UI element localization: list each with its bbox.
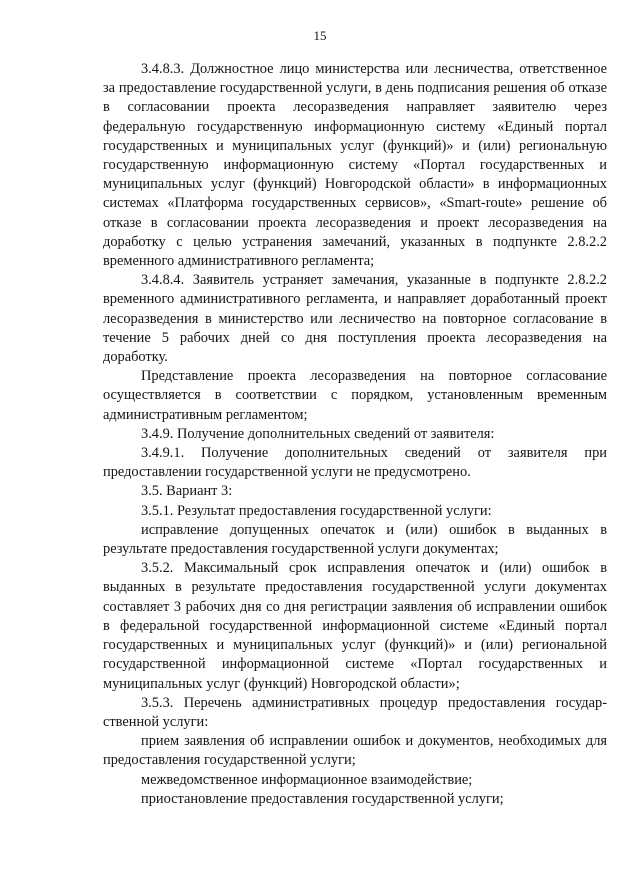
paragraph-3-5-2: 3.5.2. Максимальный срок исправления опечаток и (или) ошибок в выданных в результате предоставления государственной услуги документах составляет 3 рабочих дня со дня регистрации заявления об исправлении ошибок в федеральной государственной информационной системе «Единый портал государственных и муниципальных услуг (функций)» и (или) региональной государственной информационной системе «Портал государственных и муниципальных услуг (функций) Новгородской области»; — [103, 560, 607, 692]
paragraph-3-4-8-4: 3.4.8.4. Заявитель устраняет замечания, указанные в подпункте 2.8.2.2 временного административного регламента, и направляет доработанный проект лесоразведения в министерство или лесничество на повторное согласование в течение 5 рабочих дней со дня поступления проекта лесоразведения на доработку. — [103, 272, 607, 366]
paragraph-result-correction: исправление допущенных опечаток и (или) ошибок в выданных в результате предоставления государственной услуги документах; — [103, 521, 607, 558]
paragraph-3-5-3: 3.5.3. Перечень административных процедур предоставления государ-ственной услуги: — [103, 694, 607, 730]
document-body — [103, 60, 607, 809]
paragraph-resubmission: Представление проекта лесоразведения на повторное согласование осуществляется в соответствии с порядком, установленным временным административным регламентом; — [103, 368, 607, 423]
paragraph-3-5: 3.5. Вариант 3: — [141, 483, 233, 500]
paragraph-3-5-1: 3.5.1. Результат предоставления государственной услуги: — [141, 502, 492, 519]
list-item-interagency-interaction: межведомственное информационное взаимодействие; — [141, 771, 473, 788]
paragraph-3-4-8-3: 3.4.8.3. Должностное лицо министерства или лесничества, ответственное за предоставление государственной услуги, в день подписания решения об отказе в согласовании проекта лесоразведения направляет заявителю через федеральную государственную информационную систему «Единый портал государственных и муниципальных услуг (функций)» и (или) региональную государственную информационную систему «Портал государственных и муниципальных услуг (функций) Новгородской области» в информационных системах «Платформа государственных сервисов», «Smart-route» решение об отказе в согласовании проекта лесоразведения и проект лесоразведения на доработку с целью устранения замечаний, указанных в подпункте 2.8.2.2 временного административного регламента; — [103, 61, 607, 270]
paragraph-3-4-9: 3.4.9. Получение дополнительных сведений от заявителя: — [141, 425, 495, 442]
list-item-suspension: приостановление предоставления государственной услуги; — [141, 790, 504, 807]
paragraph-3-4-9-1: 3.4.9.1. Получение дополнительных сведений от заявителя при предоставлении государственной услуги не предусмотрено. — [103, 445, 607, 481]
page-number: 15 — [313, 28, 327, 43]
list-item-application-intake: прием заявления об исправлении ошибок и документов, необходимых для предоставления государственной услуги; — [103, 733, 607, 769]
